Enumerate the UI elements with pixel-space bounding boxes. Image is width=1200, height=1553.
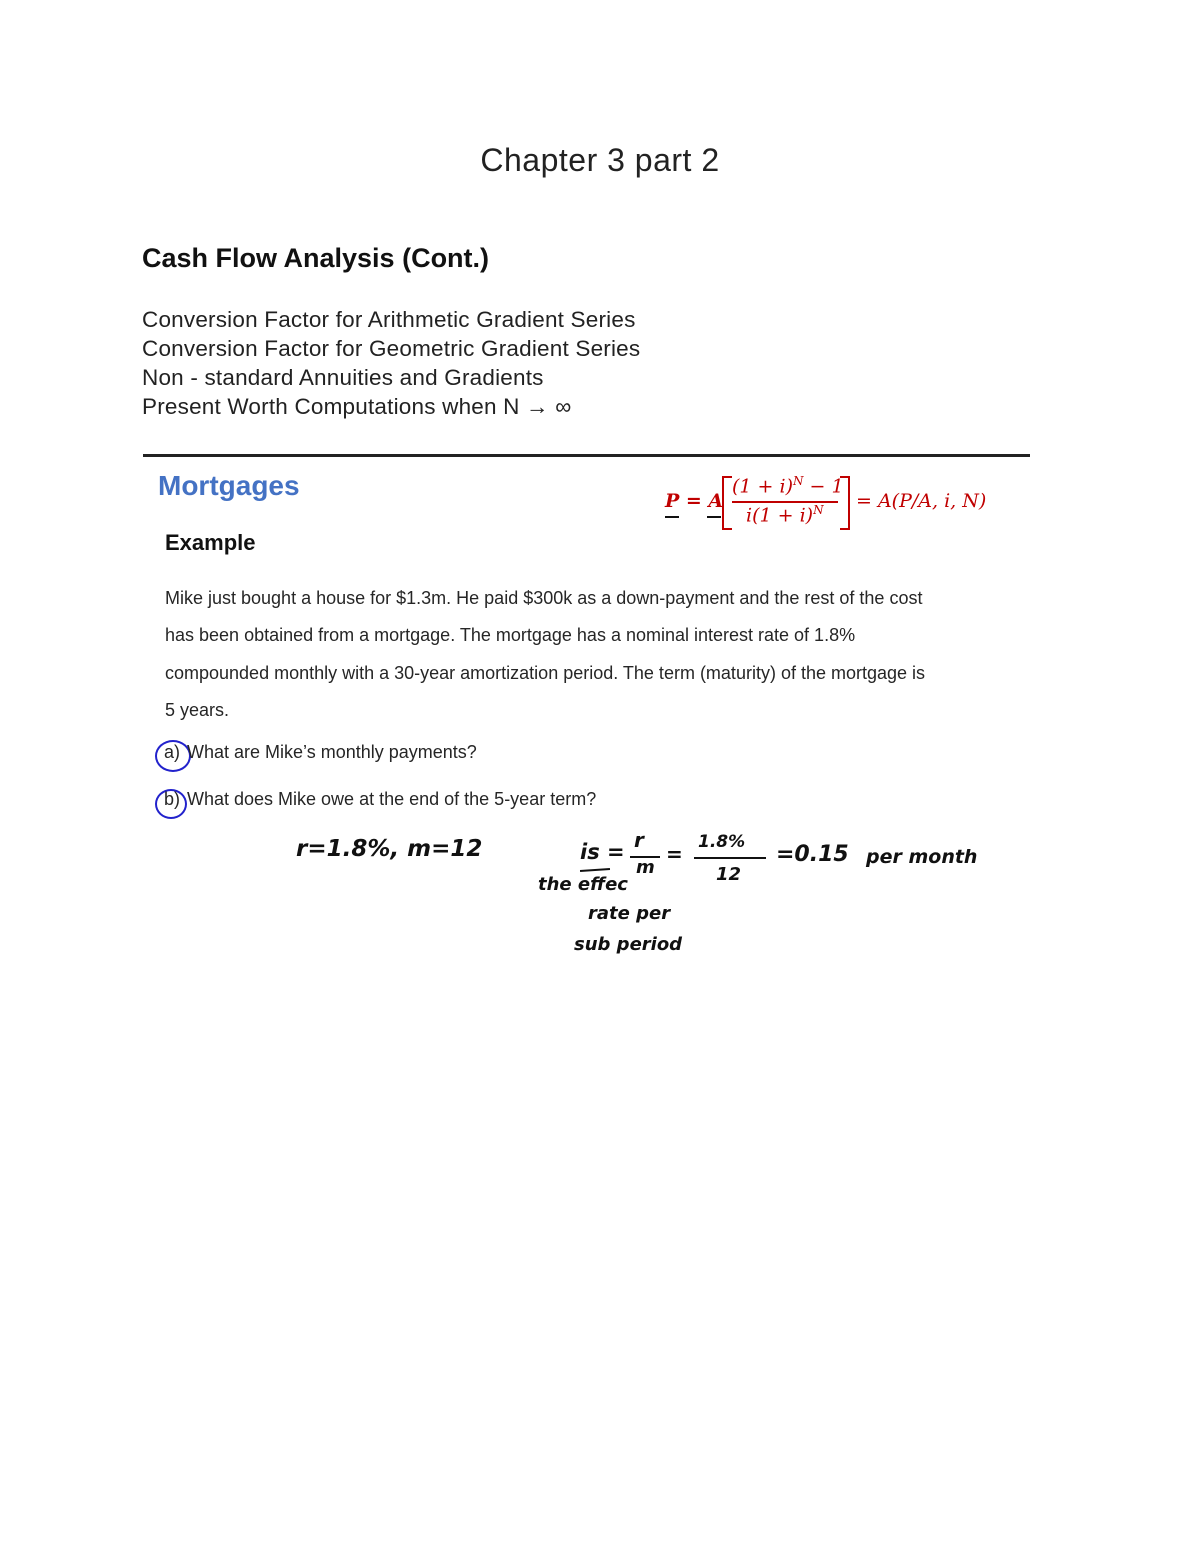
formula-denominator: $i(1 + i)^N$	[746, 503, 824, 527]
handwritten-note: rate per	[588, 903, 671, 924]
handwritten-rate-unit: per month	[866, 846, 978, 868]
formula-rhs: = A(P/A, i, N)	[856, 490, 987, 512]
handwritten-rate-lhs: is =	[580, 840, 625, 864]
handwritten-given-values: r=1.8%, m=12	[296, 836, 483, 862]
problem-line: compounded monthly with a 30-year amortization period. The term (maturity) of the mortgage is	[165, 662, 926, 683]
problem-line: Mike just bought a house for $1.3m. He paid $300k as a down-payment and the rest of the cost	[165, 588, 923, 608]
handwritten-rate-numerator: 1.8%	[698, 832, 746, 852]
handwritten-rate-result: =0.15	[776, 842, 849, 867]
handwritten-note: the effec	[538, 874, 628, 895]
topic-item: Present Worth Computations when N → ∞	[142, 394, 572, 419]
document-title: Chapter 3 part 2	[480, 142, 720, 178]
underline-mark	[707, 516, 721, 518]
question-a-marker: a)	[164, 742, 181, 762]
formula-numerator: $(1 + i)^N - 1$	[732, 474, 844, 498]
handwritten-rate-r: r	[634, 828, 644, 852]
question-a: What are Mike’s monthly payments?	[187, 742, 477, 762]
topic-list	[142, 305, 640, 421]
section-divider	[143, 454, 1030, 457]
topic-item: Conversion Factor for Arithmetic Gradient Series	[142, 307, 636, 332]
handwritten-equals: =	[666, 842, 683, 866]
problem-statement	[165, 580, 1005, 729]
topic-item: Non - standard Annuities and Gradients	[142, 365, 544, 390]
topic-item: Conversion Factor for Geometric Gradient Series	[142, 336, 641, 361]
section-heading: Cash Flow Analysis (Cont.)	[142, 243, 490, 273]
problem-line: has been obtained from a mortgage. The mortgage has a nominal interest rate of 1.8%	[165, 625, 856, 646]
handwritten-rate-m: m	[636, 857, 655, 878]
question-b: What does Mike owe at the end of the 5-year term?	[187, 789, 597, 809]
underline-mark	[665, 516, 679, 518]
handwritten-rate-denominator: 12	[716, 864, 742, 885]
handwritten-underline	[580, 868, 610, 872]
left-bracket	[722, 476, 732, 530]
handwritten-note: sub period	[574, 934, 683, 955]
question-b-marker: b)	[164, 789, 181, 809]
handwritten-fraction-bar	[694, 857, 766, 859]
slide-title: Mortgages	[158, 470, 300, 501]
problem-line: 5 years.	[165, 699, 230, 720]
example-label: Example	[165, 530, 256, 555]
formula-lhs: P = A	[665, 490, 724, 512]
